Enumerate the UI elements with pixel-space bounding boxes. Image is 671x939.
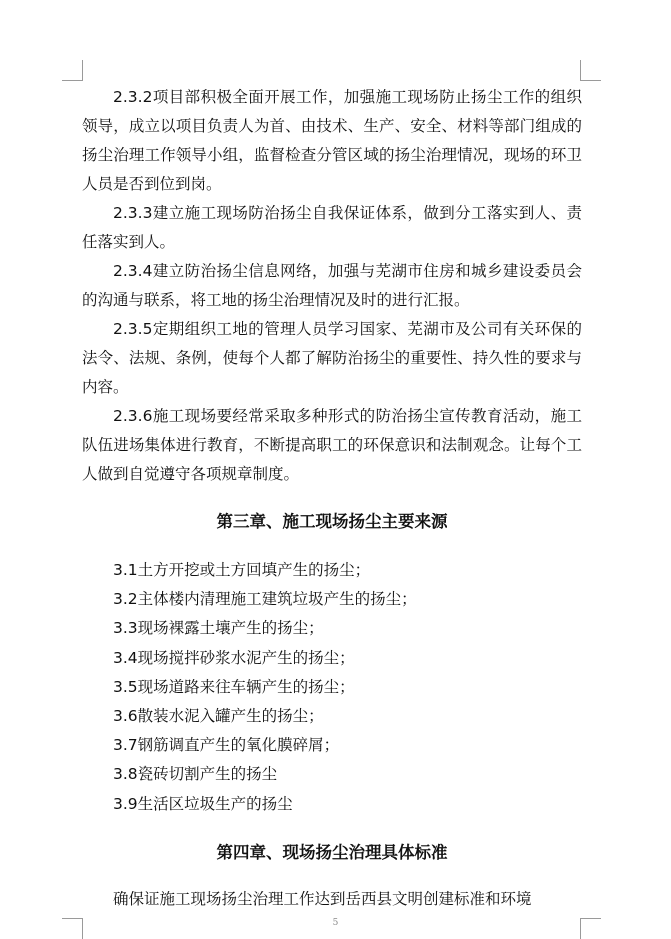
list-item: 3.9生活区垃圾生产的扬尘: [113, 794, 293, 813]
list-item: 3.4现场搅拌砂浆水泥产生的扬尘；: [113, 648, 355, 667]
list-item: 3.6散装水泥入罐产生的扬尘；: [113, 707, 324, 726]
list-item: 3.2主体楼内清理施工建筑垃圾产生的扬尘；: [113, 590, 417, 609]
paragraph-2-3-5: 2.3.5定期组织工地的管理人员学习国家、芜湖市及公司有关环保的法令、法规、条例，使每个人都了解防治扬尘的重要性、持久性的要求与内容。: [82, 320, 582, 396]
crop-mark-top-right: [580, 60, 601, 81]
list-item: 3.3现场裸露土壤产生的扬尘；: [113, 619, 324, 638]
paragraph-2-3-6: 2.3.6施工现场要经常采取多种形式的防治扬尘宣传教育活动，施工队伍进场集体进行教育，不断提高职工的环保意识和法制观念。让每个工人做到自觉遵守各项规章制度。: [82, 407, 582, 483]
chapter-4-heading: 第四章、现场扬尘治理具体标准: [216, 842, 448, 862]
paragraph-2-3-2: 2.3.2项目部积极全面开展工作，加强施工现场防止扬尘工作的组织领导，成立以项目负责人为首、由技术、生产、安全、材料等部门组成的扬尘治理工作领导小组，监督检查分管区域的扬尘治理情况，现场的环卫人员是否到位到岗。: [82, 88, 582, 193]
list-item: 3.5现场道路来往车辆产生的扬尘；: [113, 677, 355, 696]
list-item: 3.1土方开挖或土方回填产生的扬尘；: [113, 561, 371, 579]
crop-mark-top-left: [62, 60, 83, 81]
page-content: [82, 83, 582, 914]
chapter-4-intro-paragraph: 确保证施工现场扬尘治理工作达到岳西县文明创建标准和环境: [113, 889, 532, 908]
list-item: 3.7钢筋调直产生的氧化膜碎屑；: [113, 736, 340, 755]
dust-sources-list: [82, 556, 582, 819]
page-number: 5: [332, 918, 339, 928]
list-item: 3.8瓷砖切割产生的扬尘: [113, 765, 278, 784]
chapter-3-heading: 第三章、施工现场扬尘主要来源: [216, 512, 448, 531]
paragraph-2-3-3: 2.3.3建立施工现场防治扬尘自我保证体系，做到分工落实到人、责任落实到人。: [82, 204, 582, 251]
paragraph-2-3-4: 2.3.4建立防治扬尘信息网络，加强与芜湖市住房和城乡建设委员会的沟通与联系，将工地的扬尘治理情况及时的进行汇报。: [82, 262, 582, 309]
